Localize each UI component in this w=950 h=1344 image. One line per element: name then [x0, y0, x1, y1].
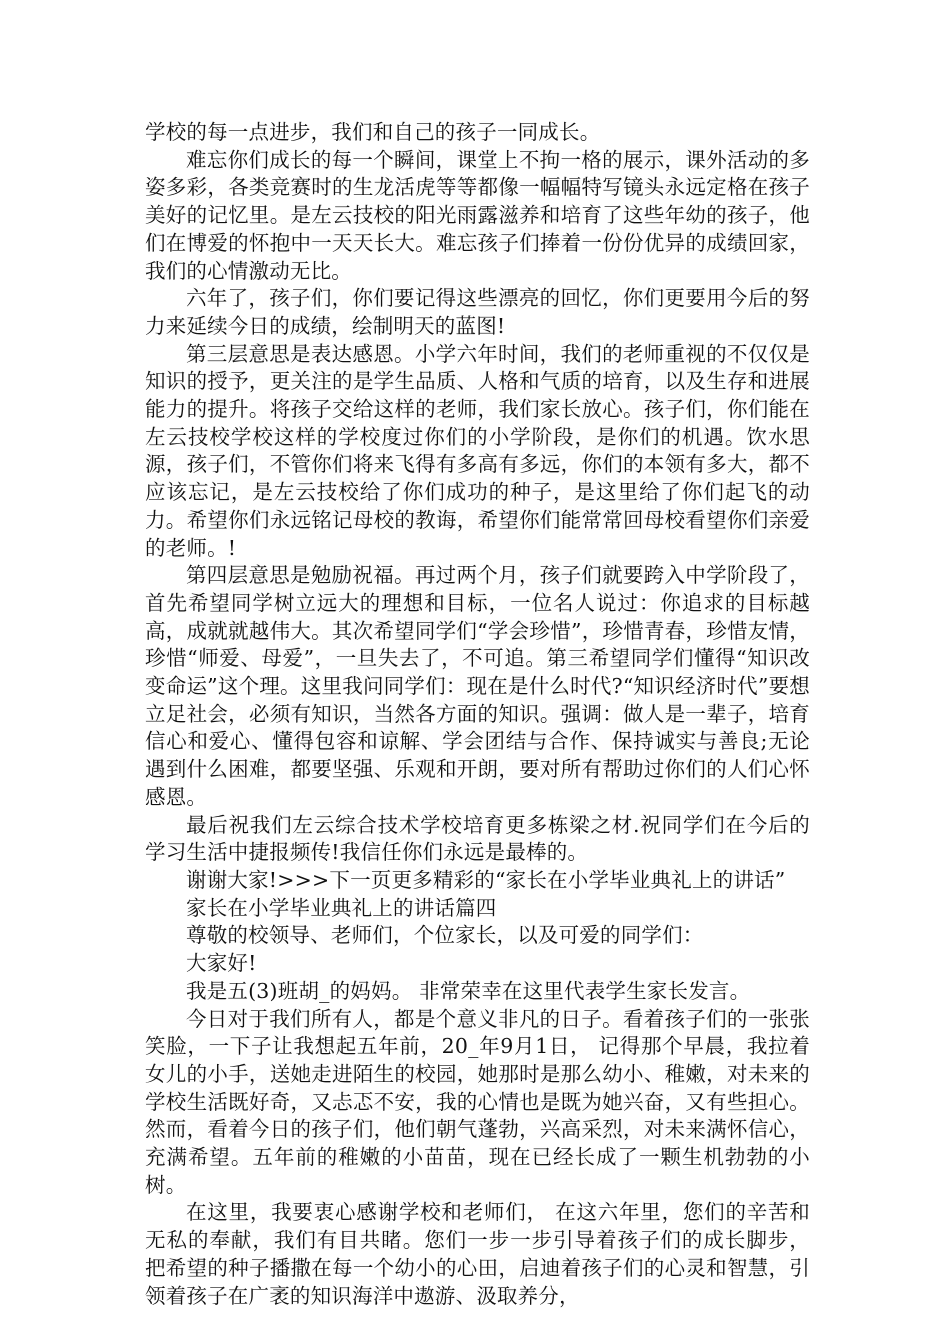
paragraph-13: 在这里，我要衷心感谢学校和老师们， 在这六年里，您们的辛苦和无私的奉献，我们有目共睹。您们一步一步引导着孩子们的成长脚步， 把希望的种子播撒在每一个幼小的心田，启迪着孩子们的心灵和智慧，引领着孩子在广袤的知识海洋中遨游、汲取养分， — [145, 1200, 810, 1308]
paragraph-6: 最后祝我们左云综合技术学校培育更多栋梁之材.祝同学们在今后的学习生活中捷报频传!我信任你们永远是最棒的。 — [145, 812, 810, 865]
paragraph-5: 第四层意思是勉励祝福。再过两个月，孩子们就要跨入中学阶段了， 首先希望同学树立远大的理想和目标，一位名人说过：你追求的目标越高，成就就越伟大。其次希望同学们“学会珍惜”，珍惜青春，珍惜友情，珍惜“师爱、母爱”，一旦失去了，不可追。第三希望同学们懂得“知识改变命运”这个理。这里我问同学们：现在是什么时代?“知识经济时代”要想立足社会，必须有知识，当然各方面的知识。强调：做人是一辈子，培育信心和爱心、懂得包容和谅解、学会团结与合作、保持诚实与善良;无论遇到什么困难，都要坚强、乐观和开朗，要对所有帮助过你们的人们心怀感恩。 — [145, 563, 810, 809]
body-text — [145, 119, 810, 1310]
paragraph-4: 第三层意思是表达感恩。小学六年时间，我们的老师重视的不仅仅是知识的授予，更关注的是学生品质、人格和气质的培育，以及生存和进展能力的提升。将孩子交给这样的老师，我们家长放心。孩子们，你们能在左云技校学校这样的学校度过你们的小学阶段，是你们的机遇。饮水思源，孩子们，不管你们将来飞得有多高有多远，你们的本领有多大，都不应该忘记，是左云技校给了你们成功的种子，是这里给了你们起飞的动力。希望你们永远铭记母校的教诲，希望你们能常常回母校看望你们亲爱的老师。! — [145, 341, 810, 560]
paragraph-3: 六年了，孩子们，你们要记得这些漂亮的回忆，你们更要用今后的努力来延续今日的成绩，绘制明天的蓝图! — [145, 286, 810, 338]
salutation: 尊敬的校领导、老师们，个位家长，以及可爱的同学们： — [186, 923, 704, 948]
paragraph-12: 今日对于我们所有人，都是个意义非凡的日子。看着孩子们的一张张笑脸，一下子让我想起五年前，20_年9月1日， 记得那个早晨，我拉着女儿的小手，送她走进陌生的校园，她那时是那么幼小、稚嫩，对未来的学校生活既好奇，又忐忑不安，我的心情也是既为她兴奋，又有些担心。然而，看着今日的孩子们，他们朝气蓬勃，兴高采烈，对未来满怀信心，充满希望。五年前的稚嫩的小苗苗，现在已经长成了一颗生机勃勃的小树。 — [145, 1006, 810, 1197]
paragraph-7: 谢谢大家!>>>下一页更多精彩的“家长在小学毕业典礼上的讲话” — [186, 867, 786, 892]
greeting: 大家好! — [186, 951, 257, 976]
paragraph-2: 难忘你们成长的每一个瞬间，课堂上不拘一格的展示，课外活动的多姿多彩，各类竞赛时的生龙活虎等等都像一幅幅特写镜头永远定格在孩子美好的记忆里。是左云技校的阳光雨露滋养和培育了这些年幼的孩子，他们在博爱的怀抱中一天天长大。难忘孩子们捧着一份份优异的成绩回家，我们的心情激动无比。 — [145, 147, 810, 283]
section-heading: 家长在小学毕业典礼上的讲话篇四 — [186, 895, 497, 920]
paragraph-1: 学校的每一点进步，我们和自己的孩子一同成长。 — [145, 120, 601, 144]
paragraph-11: 我是五(3)班胡_的妈妈。 非常荣幸在这里代表学生家长发言。 — [186, 978, 751, 1003]
